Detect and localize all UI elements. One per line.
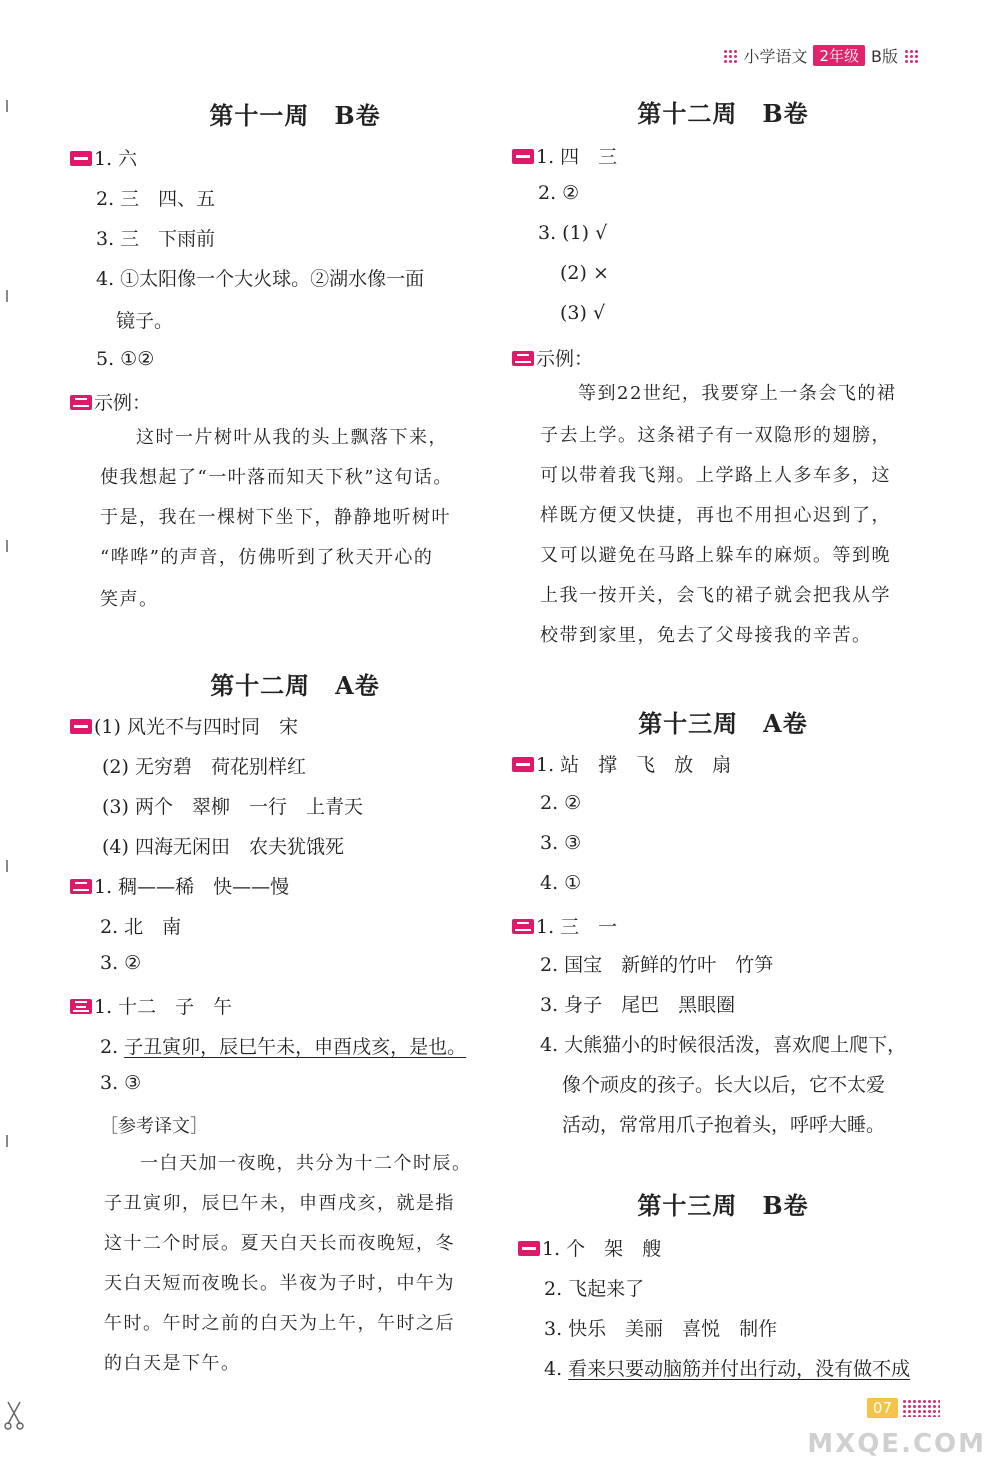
example-paragraph-line: 等到22世纪，我要穿上一条会飞的裙 xyxy=(578,383,897,404)
answer-line: 2. ② xyxy=(540,792,582,814)
translation-line: 天白天短而夜晚长。半夜为子时，中午为 xyxy=(104,1273,455,1294)
translation-line: 这十二个时辰。夏天白天长而夜晚短，冬 xyxy=(104,1233,455,1254)
section-two-icon xyxy=(70,395,92,410)
scissors-icon xyxy=(4,1400,24,1430)
answer-line: 3. (1) √ xyxy=(538,222,608,244)
binding-mark xyxy=(6,540,8,552)
page-number xyxy=(867,1398,940,1418)
example-paragraph-line: 笑声。 xyxy=(100,589,159,610)
answer-line: (3) √ xyxy=(560,302,606,324)
section-title: 第十三周 A卷 xyxy=(638,709,808,738)
section-one-icon xyxy=(70,151,92,166)
answer-line: 1. 个 架 艘 xyxy=(518,1234,661,1261)
answer-line: 2. ② xyxy=(538,182,580,204)
section-two-icon xyxy=(70,879,92,894)
answer-line: 2. 北 南 xyxy=(100,916,182,938)
answer-line: (3) 两个 翠柳 一行 上青天 xyxy=(102,796,363,818)
answer-line: 3. ③ xyxy=(540,832,582,854)
section-title: 第十一周 B卷 xyxy=(209,101,381,130)
answer-line: 示例： xyxy=(70,388,151,415)
answer-line: 5. ①② xyxy=(96,348,155,370)
example-paragraph-line: 校带到家里，免去了父母接我的辛苦。 xyxy=(540,625,872,646)
section-title: 第十二周 A卷 xyxy=(210,671,380,700)
translation-line: 子丑寅卯，辰巳午未，申酉戌亥，就是指 xyxy=(104,1193,455,1214)
decorative-dots-icon xyxy=(902,1399,940,1417)
underlined-answer: 子丑寅卯，辰巳午未，申酉戌亥，是也。 xyxy=(124,1036,467,1058)
example-paragraph-line: 这时一片树叶从我的头上飘落下来， xyxy=(136,427,448,448)
answer-line: (4) 四海无闲田 农夫犹饿死 xyxy=(102,836,344,858)
example-paragraph-line: “哗哗”的声音，仿佛听到了秋天开心的 xyxy=(100,547,434,568)
answer-line: 2. 三 四、五 xyxy=(96,188,216,210)
example-paragraph-line: 子去上学。这条裙子有一双隐形的翅膀， xyxy=(540,425,891,446)
answer-line: 3. ③ xyxy=(100,1072,142,1094)
answer-line: 4. ①太阳像一个大火球。②湖水像一面 xyxy=(96,268,425,290)
answer-line: 3. 三 下雨前 xyxy=(96,228,216,250)
example-paragraph-line: 上我一按开关，会飞的裙子就会把我从学 xyxy=(540,585,891,606)
answer-line: (1) 风光不与四时同 宋 xyxy=(70,712,298,739)
section-title: 第十三周 B卷 xyxy=(637,1191,809,1220)
answer-line: 4. ① xyxy=(540,872,582,894)
example-paragraph-line: 可以带着我飞翔。上学路上人多车多，这 xyxy=(540,465,891,486)
answer-line: 3. ② xyxy=(100,952,142,974)
answer-line: 3. 快乐 美丽 喜悦 制作 xyxy=(544,1318,778,1340)
translation-line: 一白天加一夜晚，共分为十二个时辰。 xyxy=(140,1153,472,1174)
example-paragraph-line: 使我想起了“一叶落而知天下秋”这句话。 xyxy=(100,467,453,488)
binding-mark xyxy=(6,860,8,872)
answer-line: (2) × xyxy=(560,262,609,284)
answer-line: 1. 三 一 xyxy=(512,912,617,939)
section-two-icon xyxy=(512,351,534,366)
answer-line: 4. 大熊猫小的时候很活泼，喜欢爬上爬下， xyxy=(540,1034,907,1056)
section-one-icon xyxy=(512,757,534,772)
binding-mark xyxy=(6,290,8,302)
example-paragraph-line: 样既方便又快捷，再也不用担心迟到了， xyxy=(540,505,891,526)
answer-line: 3. 身子 尾巴 黑眼圈 xyxy=(540,994,736,1016)
answer-line: 1. 四 三 xyxy=(512,142,617,169)
translation-line: 午时。午时之前的白天为上午，午时之后 xyxy=(104,1313,455,1334)
underlined-answer: 看来只要动脑筋并付出行动，没有做不成 xyxy=(568,1358,911,1380)
watermark: MXQE.COM xyxy=(807,1429,986,1459)
example-paragraph-line: 又可以避免在马路上躲车的麻烦。等到晚 xyxy=(540,545,891,566)
section-two-icon xyxy=(512,919,534,934)
answer-line: 像个顽皮的孩子。长大以后，它不太爱 xyxy=(562,1074,886,1096)
answer-line: 1. 站 撑 飞 放 扇 xyxy=(512,750,731,777)
binding-mark xyxy=(6,1135,8,1147)
section-one-icon xyxy=(518,1241,540,1256)
edition-label: B版 xyxy=(871,47,898,66)
section-three-icon xyxy=(70,999,92,1014)
section-one-icon xyxy=(512,149,534,164)
answer-line: 2. 飞起来了 xyxy=(544,1278,645,1300)
page-number-value: 07 xyxy=(867,1398,898,1418)
example-paragraph-line: 于是，我在一棵树下坐下，静静地听树叶 xyxy=(100,507,451,528)
answer-line: 2. 子丑寅卯，辰巳午未，申酉戌亥，是也。 xyxy=(100,1036,467,1058)
section-one-icon xyxy=(70,719,92,734)
answer-line: 活动，常常用爪子抱着头，呼呼大睡。 xyxy=(562,1114,886,1136)
page-header xyxy=(723,44,918,67)
answer-line: 1. 十二 子 午 xyxy=(70,992,232,1019)
subject-label: 小学语文 xyxy=(743,47,808,66)
answer-line: 1. 六 xyxy=(70,144,137,171)
answer-line: 1. 稠——稀 快——慢 xyxy=(70,872,289,899)
answer-line: 4. 看来只要动脑筋并付出行动，没有做不成 xyxy=(544,1358,911,1380)
grade-badge: 2年级 xyxy=(813,45,865,66)
decorative-dots-icon xyxy=(723,49,737,63)
section-title: 第十二周 B卷 xyxy=(637,99,809,128)
translation-line: 的白天是下午。 xyxy=(104,1353,241,1374)
binding-mark xyxy=(6,100,8,112)
decorative-dots-icon xyxy=(904,49,918,63)
answer-line: 2. 国宝 新鲜的竹叶 竹笋 xyxy=(540,954,774,976)
answer-line: 示例： xyxy=(512,344,593,371)
answer-line: 镜子。 xyxy=(116,310,174,332)
answer-line: (2) 无穷碧 荷花别样红 xyxy=(102,756,306,778)
reference-label: ［参考译文］ xyxy=(100,1116,208,1137)
